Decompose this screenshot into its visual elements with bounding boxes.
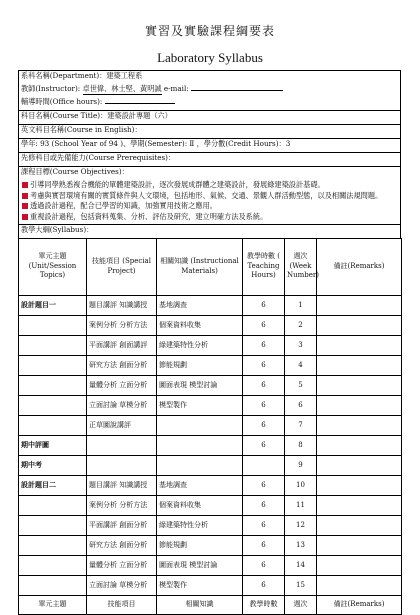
cell-unit: 設計題目二 [19, 475, 87, 495]
objective-text: 引導同學熟悉複合機能的單體建築設計，逐次發展成群體之建築設計，發展綠建築設計基礎。 [30, 180, 325, 189]
cell-hours: 6 [243, 355, 285, 375]
cell-week: 10 [285, 475, 317, 495]
cell-special [87, 455, 157, 475]
cell-materials: 圖面表現 模型討論 [157, 555, 243, 575]
course-title-line: 科目名稱(Course Title)：建築設計專題（六） [19, 110, 400, 124]
cell-week: 6 [285, 395, 317, 415]
document-title-en: Laboratory Syllabus [157, 50, 263, 65]
course-english-line: 英文科目名稱(Course in English)： [19, 124, 400, 138]
cell-materials [157, 455, 243, 475]
cell-week: 15 [285, 575, 317, 595]
cell-materials: 圖面表現 模型討論 [157, 375, 243, 395]
cell-remarks [317, 475, 402, 495]
cell-hours: 6 [243, 495, 285, 515]
cell-special: 量體分析 立面分析 [87, 555, 157, 575]
cell-week: 13 [285, 535, 317, 555]
cell-unit: 期中考 [19, 455, 87, 475]
instructor-line [19, 84, 400, 97]
cell-remarks [317, 375, 402, 395]
cell-week: 2 [285, 315, 317, 335]
cell-special: 立面討論 草模分析 [87, 575, 157, 595]
cell-week: 1 [285, 295, 317, 315]
cell-hours: 6 [243, 315, 285, 335]
instructor-label: 教師(Instructor): [21, 84, 81, 93]
cell-unit [19, 415, 87, 435]
cell-remarks [317, 415, 402, 435]
table-row [19, 395, 402, 415]
cell-special: 研究方法 創面分析 [87, 355, 157, 375]
document-title-zh: 實習及實驗課程綱要表 [144, 24, 275, 38]
cell-special: 量體分析 立面分析 [87, 375, 157, 395]
cell-special: 題目講評 知識講授 [87, 475, 157, 495]
cell-materials: 綠建築特性分析 [157, 335, 243, 355]
table-row [19, 335, 402, 355]
objective-item [19, 180, 400, 191]
syllabus-sheet [18, 70, 401, 615]
cell-materials: 基地調查 [157, 295, 243, 315]
cell-unit: 設計題目一 [19, 295, 87, 315]
header-week: 週次 (Week Number) [285, 238, 317, 295]
prerequisites-line: 先修科目或先備能力(Course Prerequisites)： [19, 152, 400, 166]
objective-text: 考慮與實習環境有關的實質條件與人文環境，包括地形、氣候、交通、景觀人群活動型態，以及相關法規問題。 [30, 190, 383, 200]
email-label: e-mail: [163, 84, 189, 93]
cell-week: 9 [285, 455, 317, 475]
cell-hours: 6 [243, 435, 285, 455]
table-row [19, 475, 402, 495]
footer-remarks: 備註(Remarks) [317, 595, 402, 614]
table-row [19, 535, 402, 555]
cell-remarks [317, 435, 402, 455]
cell-unit [19, 335, 87, 355]
header-hours: 教學時數 ( Teaching Hours) [243, 238, 285, 295]
bullet-icon [22, 203, 28, 209]
cell-hours: 6 [243, 295, 285, 315]
cell-special: 立面討論 草模分析 [87, 395, 157, 415]
cell-week: 14 [285, 555, 317, 575]
cell-materials [157, 415, 243, 435]
cell-remarks [317, 555, 402, 575]
cell-materials [157, 435, 243, 455]
instructor-names: 卓世偉、林士堅、黃明誠 [82, 84, 162, 93]
cell-hours: 6 [243, 415, 285, 435]
objective-text: 重視設計過程，包括資料蒐集、分析、評估及研究，建立明確方法及系統。 [30, 211, 268, 221]
table-footer-row [19, 595, 402, 614]
objectives-heading: 課程目標(Course Objectives)： [19, 166, 400, 180]
cell-materials: 個案資料收集 [157, 495, 243, 515]
cell-week: 8 [285, 435, 317, 455]
cell-special: 正草圖說講評 [87, 415, 157, 435]
email-blank [191, 90, 283, 91]
footer-special: 技能項目 [87, 595, 157, 614]
header-special: 技能項目 (Special Project) [87, 238, 157, 295]
bullet-icon [22, 182, 28, 188]
table-row [19, 555, 402, 575]
header-remarks: 備註(Remarks) [317, 238, 402, 295]
syllabus-table [18, 238, 402, 615]
cell-unit [19, 375, 87, 395]
cell-unit [19, 515, 87, 535]
office-hours-line [19, 97, 400, 110]
cell-week: 11 [285, 495, 317, 515]
objective-text: 透過設計過程，配合已學習的知識，加強實用技術之應用。 [30, 201, 217, 211]
footer-materials: 相關知識 [157, 595, 243, 614]
footer-week: 週次 [285, 595, 317, 614]
cell-unit [19, 535, 87, 555]
table-row [19, 355, 402, 375]
cell-remarks [317, 395, 402, 415]
cell-special: 平面講評 創面講評 [87, 335, 157, 355]
cell-special: 研究方法 創面分析 [87, 535, 157, 555]
table-row [19, 415, 402, 435]
cell-unit [19, 315, 87, 335]
cell-hours: 6 [243, 535, 285, 555]
office-hours-label: 輔導時間(Office hours): [21, 97, 103, 106]
cell-week: 4 [285, 355, 317, 375]
cell-remarks [317, 455, 402, 475]
cell-special: 案例分析 分析方法 [87, 495, 157, 515]
cell-hours: 6 [243, 375, 285, 395]
footer-hours: 教學時數 [243, 595, 285, 614]
table-row [19, 375, 402, 395]
cell-remarks [317, 335, 402, 355]
cell-week: 5 [285, 375, 317, 395]
objective-item [19, 201, 400, 212]
cell-remarks [317, 575, 402, 595]
cell-remarks [317, 535, 402, 555]
cell-week: 7 [285, 415, 317, 435]
table-row [19, 515, 402, 535]
office-hours-blank [105, 103, 175, 104]
cell-special: 案例分析 分析方法 [87, 315, 157, 335]
cell-week: 12 [285, 515, 317, 535]
objective-item [19, 212, 400, 224]
cell-materials: 個案資料收集 [157, 315, 243, 335]
bullet-icon [22, 193, 28, 199]
course-info-box [18, 70, 401, 238]
header-materials: 相關知識 (Instructional Materials) [157, 238, 243, 295]
cell-week: 3 [285, 335, 317, 355]
header-unit: 單元主題 (Unit/Session Topics) [19, 238, 87, 295]
cell-materials: 模型製作 [157, 575, 243, 595]
cell-materials: 節能規劃 [157, 355, 243, 375]
cell-unit [19, 355, 87, 375]
table-row [19, 495, 402, 515]
cell-hours [243, 455, 285, 475]
table-row [19, 575, 402, 595]
cell-hours: 6 [243, 575, 285, 595]
cell-hours: 6 [243, 395, 285, 415]
cell-materials: 基地調查 [157, 475, 243, 495]
table-row [19, 295, 402, 315]
cell-unit [19, 555, 87, 575]
table-row [19, 435, 402, 455]
cell-unit [19, 395, 87, 415]
cell-unit [19, 495, 87, 515]
cell-hours: 6 [243, 555, 285, 575]
cell-materials: 綠建築特性分析 [157, 515, 243, 535]
cell-remarks [317, 295, 402, 315]
cell-hours: 6 [243, 515, 285, 535]
cell-materials: 節能規劃 [157, 535, 243, 555]
table-row [19, 315, 402, 335]
bullet-icon [22, 214, 28, 220]
semester-line: 學年: 93 (School Year of 94 )、學期(Semester): Ⅱ ，學分數(Credit Hours)：3 [19, 138, 400, 152]
cell-hours: 6 [243, 475, 285, 495]
cell-remarks [317, 495, 402, 515]
cell-unit [19, 575, 87, 595]
cell-remarks [317, 515, 402, 535]
cell-unit: 期中評圖 [19, 435, 87, 455]
footer-unit: 單元主題 [19, 595, 87, 614]
cell-special: 平面講評 創面分析 [87, 515, 157, 535]
table-header-row [19, 238, 402, 295]
cell-hours: 6 [243, 335, 285, 355]
department-line: 系科名稱(Department)：建築工程系 [21, 71, 143, 80]
cell-materials: 模型製作 [157, 395, 243, 415]
table-row [19, 455, 402, 475]
cell-remarks [317, 355, 402, 375]
cell-remarks [317, 315, 402, 335]
syllabus-heading: 教學大綱(Syllabus)： [19, 224, 400, 238]
cell-special [87, 435, 157, 455]
objective-item [19, 191, 400, 202]
cell-special: 題目講評 知識講授 [87, 295, 157, 315]
